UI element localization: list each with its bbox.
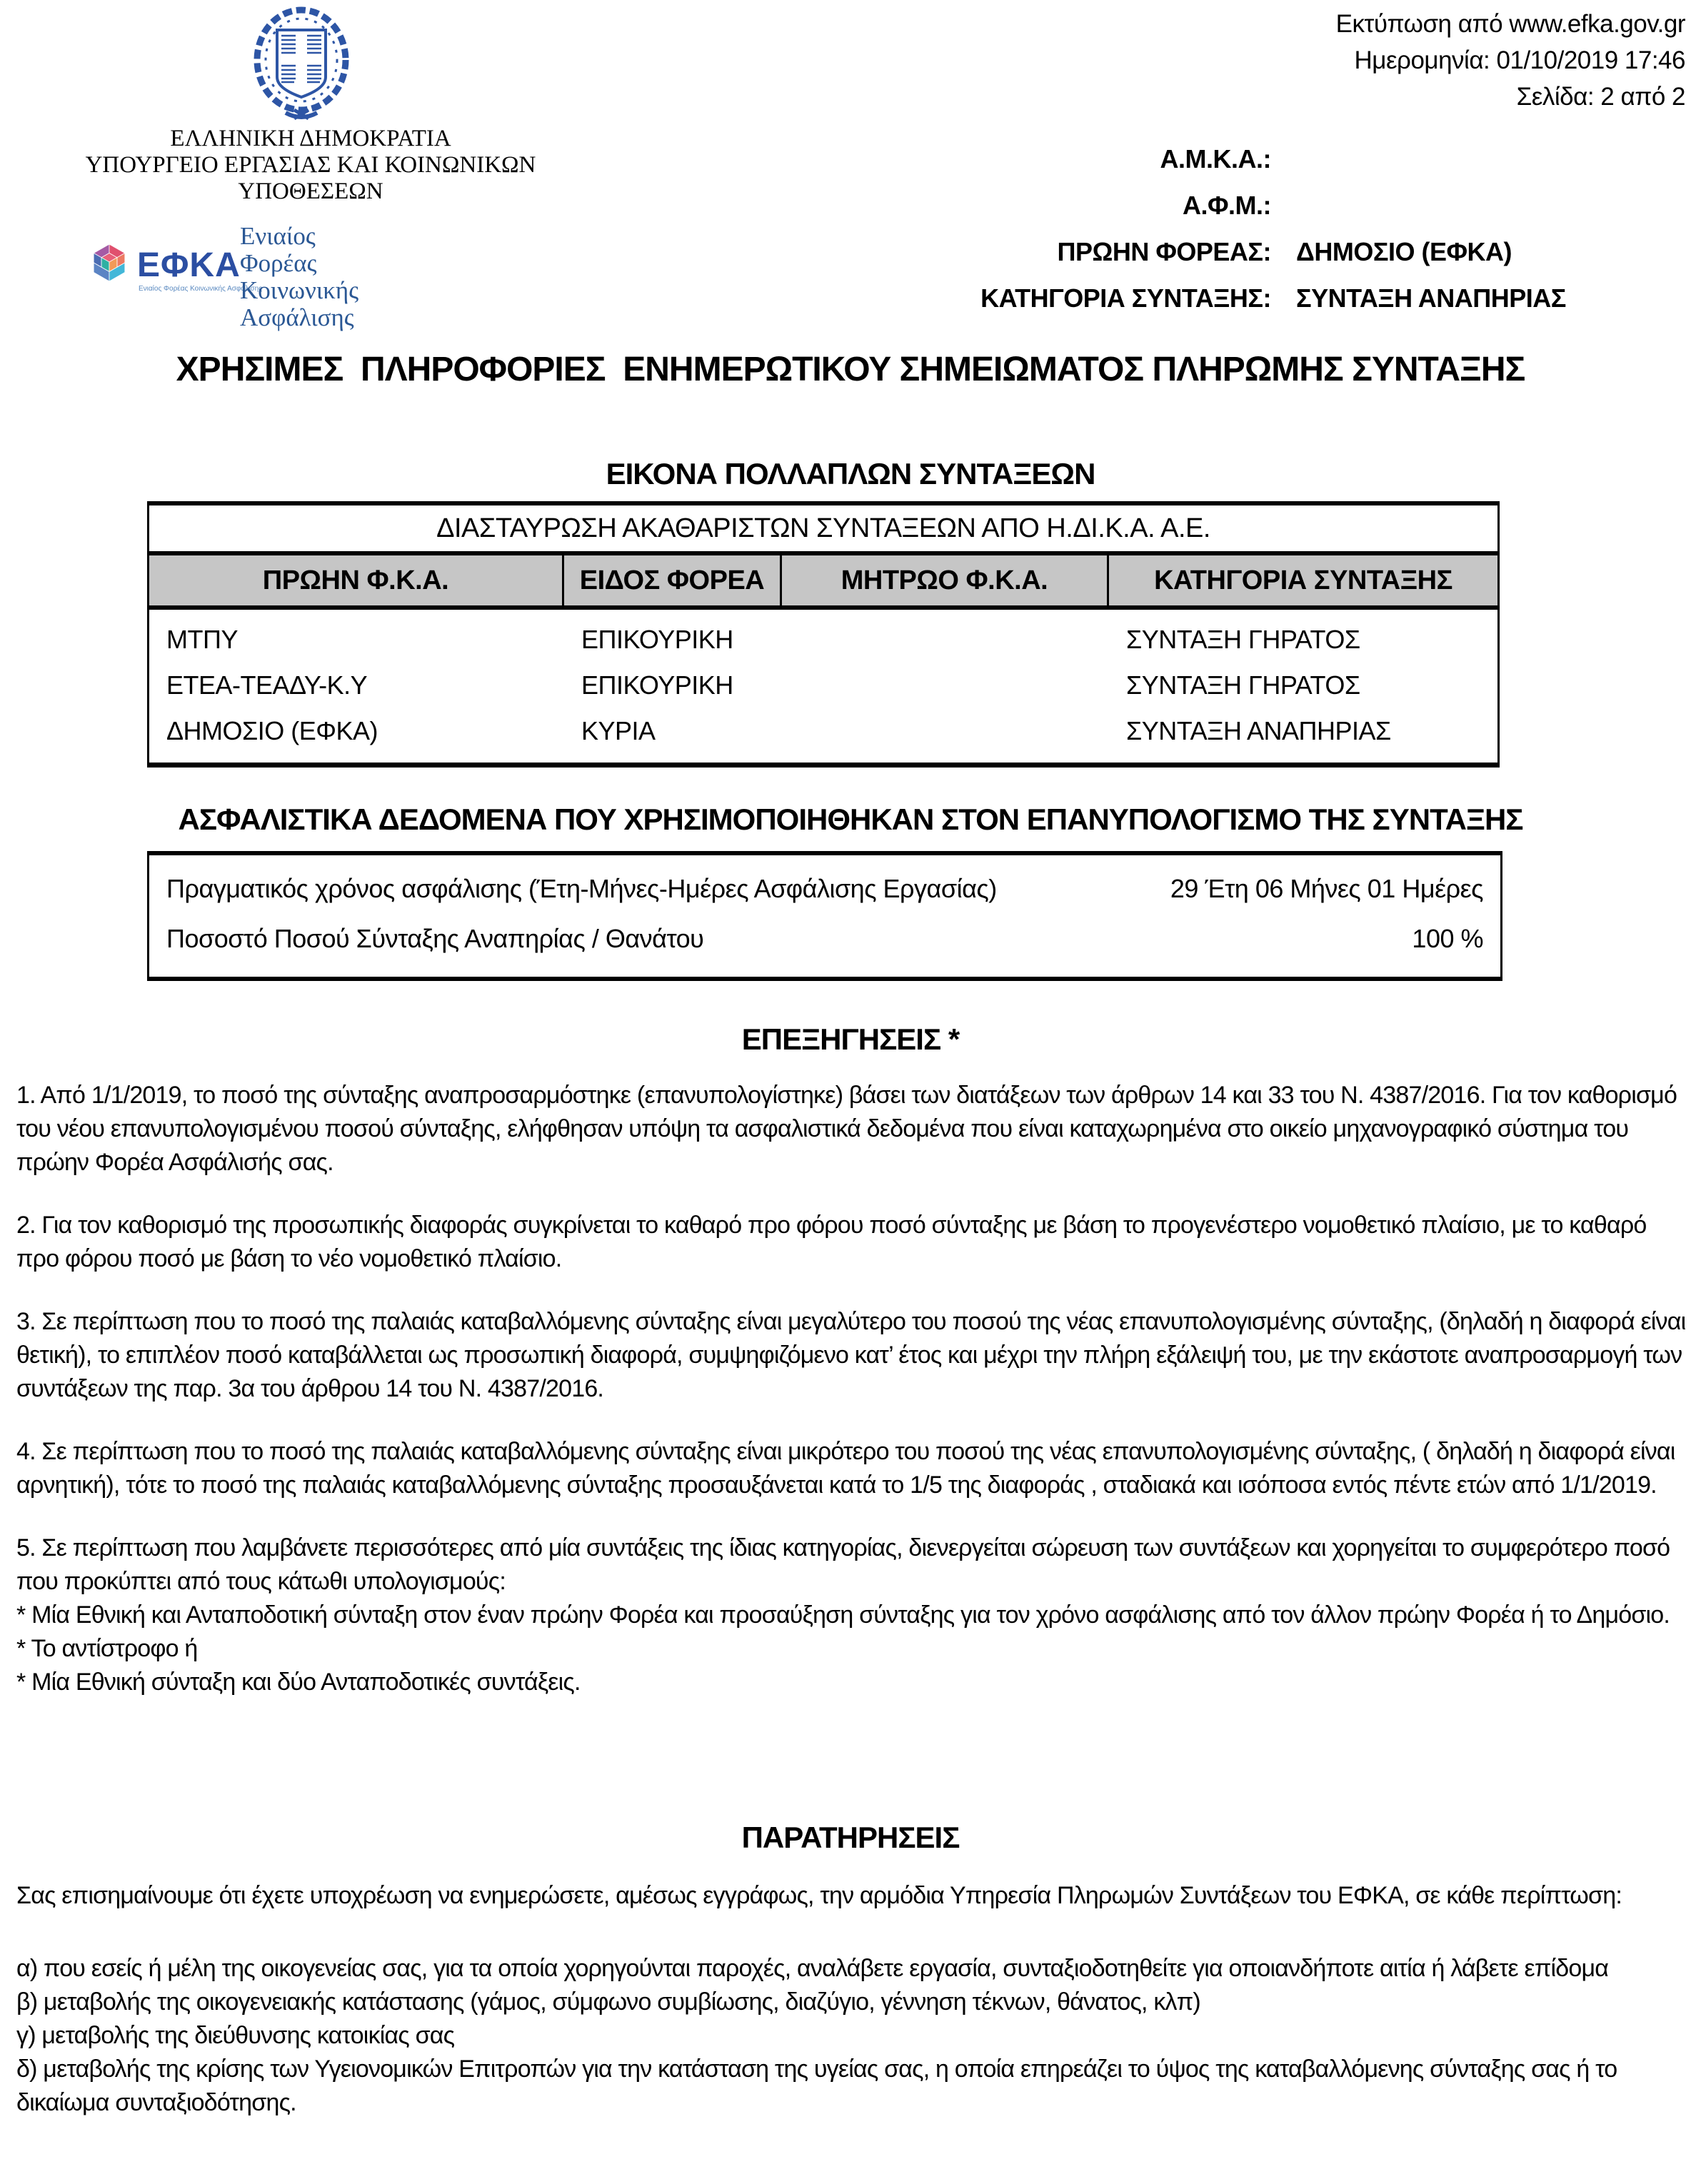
- efka-full-name: [240, 223, 358, 331]
- col-header-proin-fka: ΠΡΩΗΝ Φ.Κ.Α.: [149, 555, 564, 605]
- meta-row-afm: [500, 191, 1685, 221]
- table-body: [149, 610, 1497, 763]
- section-title-observations: ΠΑΡΑΤΗΡΗΣΕΙΣ: [741, 1821, 960, 1854]
- efka-name-line-4: Ασφάλισης: [240, 303, 354, 331]
- table-row: [149, 708, 1497, 754]
- disability-percent-label: Ποσοστό Ποσού Σύνταξης Αναπηρίας / Θανάτου: [166, 924, 704, 953]
- katigoria-value: ΣΥΝΤΑΞΗ ΑΝΑΠΗΡΙΑΣ: [1296, 283, 1566, 313]
- print-page-number: Σελίδα: 2 από 2: [1516, 83, 1685, 111]
- efka-name-line-3: Κοινωνικής: [240, 276, 359, 304]
- col-header-katigoria-syntaxis: ΚΑΤΗΓΟΡΙΑ ΣΥΝΤΑΞΗΣ: [1154, 565, 1452, 595]
- observations-intro: Σας επισημαίνουμε ότι έχετε υποχρέωση να ενημερώσετε, αμέσως εγγράφως, την αρμόδια Υπηρεσία Πληρωμών Συντάξεων του ΕΦΚΑ, σε κάθε περίπτωση:: [16, 1882, 1622, 1909]
- efka-caption: Ενιαίος Φορέας Κοινωνικής Ασφάλισης: [139, 285, 262, 293]
- insurance-time-value: 29 Έτη 06 Μήνες 01 Ημέρες: [1170, 874, 1483, 903]
- cell-katigoria: ΣΥΝΤΑΞΗ ΓΗΡΑΤΟΣ: [1126, 670, 1360, 700]
- insurance-time-label: Πραγματικός χρόνος ασφάλισης (Έτη-Μήνες-Ημέρες Ασφάλισης Εργασίας): [166, 874, 997, 903]
- katigoria-label: ΚΑΤΗΓΟΡΙΑ ΣΥΝΤΑΞΗΣ:: [980, 283, 1271, 313]
- observation-item-a: α) που εσείς ή μέλη της οικογενείας σας, για τα οποία χορηγούνται παροχές, αναλάβετε εργασία, συνταξιοδοτηθείτε για οποιανδήποτε αιτία ή λάβετε επίδομα: [16, 1955, 1609, 1982]
- table-row: [149, 663, 1497, 708]
- table-header-row: [149, 555, 1497, 610]
- col-header-mitroo-fka: ΜΗΤΡΩΟ Φ.Κ.Α.: [782, 555, 1109, 605]
- gov-line-1: ΕΛΛΗΝΙΚΗ ΔΗΜΟΚΡΑΤΙΑ: [170, 126, 451, 151]
- explanation-paragraph-5: 5. Σε περίπτωση που λαμβάνετε περισσότερες από μία συντάξεις της ίδιας κατηγορίας, διενεργείται σώρευση των συντάξεων και χορηγείται το συμφερότερο ποσό που προκύπτει από τους κάτωθι υπολογισμούς:: [16, 1534, 1670, 1595]
- table-row: [149, 617, 1497, 663]
- cell-fka: ΔΗΜΟΣΙΟ (ΕΦΚΑ): [166, 716, 378, 745]
- cell-fka: ΜΤΠΥ: [166, 625, 238, 654]
- section-title-explanations: ΕΠΕΞΗΓΗΣΕΙΣ *: [741, 1022, 960, 1056]
- table-caption: ΔΙΑΣΤΑΥΡΩΣΗ ΑΚΑΘΑΡΙΣΤΩΝ ΣΥΝΤΑΞΕΩΝ ΑΠΟ Η.ΔΙ.Κ.Α. Α.Ε.: [149, 505, 1497, 555]
- insurance-data-table: [147, 851, 1502, 981]
- explanation-paragraph-1: 1. Από 1/1/2019, το ποσό της σύνταξης αναπροσαρμόστηκε (επανυπολογίστηκε) βάσει των διατάξεων των άρθρων 14 και 33 του Ν. 4387/2016. Για τον καθορισμό του νέου επανυπολογισμένου ποσού σύνταξης, ελήφθησαν υπόψη τα ασφαλιστικά δεδομένα που είναι καταχωρημένα στο οικείο μηχανογραφικό σύστημα του πρώην Φορέα Ασφάλισής σας.: [16, 1082, 1677, 1176]
- pensions-cross-check-table: [147, 501, 1500, 768]
- page-title: ΧΡΗΣΙΜΕΣ ΠΛΗΡΟΦΟΡΙΕΣ ΕΝΗΜΕΡΩΤΙΚΟΥ ΣΗΜΕΙΩΜΑΤΟΣ ΠΛΗΡΩΜΗΣ ΣΥΝΤΑΞΗΣ: [176, 351, 1525, 388]
- cell-katigoria: ΣΥΝΤΑΞΗ ΓΗΡΑΤΟΣ: [1126, 625, 1360, 654]
- efka-logo-icon: [91, 241, 128, 284]
- explanation-paragraph-4: 4. Σε περίπτωση που το ποσό της παλαιάς καταβαλλόμενης σύνταξης είναι μικρότερο του ποσού της νέας επανυπολογισμένης σύνταξης, ( δηλαδή η διαφορά είναι αρνητική), τότε το ποσό της παλαιάς καταβαλλόμενης σύνταξης προσαυξάνεται κατά το 1/5 της διαφοράς , σταδιακά και ισόποσα εντός πέντε ετών από 1/1/2019.: [16, 1438, 1675, 1499]
- gov-line-3: ΥΠΟΘΕΣΕΩΝ: [238, 178, 383, 204]
- observation-item-b: β) μεταβολής της οικογενειακής κατάστασης (γάμος, σύμφωνο συμβίωσης, διαζύγιο, γέννηση τέκνων, θάνατος, κλπ): [16, 1988, 1200, 2016]
- explanation-paragraph-2: 2. Για τον καθορισμό της προσωπικής διαφοράς συγκρίνεται το καθαρό προ φόρου ποσό σύνταξης με βάση το προγενέστερο νομοθετικό πλαίσιο, με το καθαρό προ φόρου ποσό με βάση το νέο νομοθετικό πλαίσιο.: [16, 1212, 1647, 1272]
- efka-wordmark: ΕΦΚΑ: [137, 246, 241, 284]
- observation-item-d: δ) μεταβολής της κρίσης των Υγειονομικών Επιτροπών για την κατάσταση της υγείας σας, η οποία επηρεάζει το ύψος της καταβαλλόμενης σύνταξης σας ή το δικαίωμα συνταξιοδότησης.: [16, 2055, 1617, 2116]
- greek-coat-of-arms-icon: [249, 6, 354, 126]
- section-title-multiple-pensions: ΕΙΚΟΝΑ ΠΟΛΛΑΠΛΩΝ ΣΥΝΤΑΞΕΩΝ: [606, 457, 1095, 490]
- explanation-paragraph-3: 3. Σε περίπτωση που το ποσό της παλαιάς καταβαλλόμενης σύνταξης είναι μεγαλύτερο του ποσού της νέας επανυπολογισμένης σύνταξης, (δηλαδή η διαφορά είναι θετική), το επιπλέον ποσό καταβάλλεται ως προσωπική διαφορά, συμψηφιζόμενο κατ’ έτος και μέχρι την πλήρη εξάλειψή του, με την εκάστοτε αναπροσαρμογή των συντάξεων της παρ. 3α του άρθρου 14 του Ν. 4387/2016.: [16, 1308, 1686, 1402]
- cell-eidos: ΕΠΙΚΟΥΡΙΚΗ: [581, 625, 733, 654]
- table-row: [166, 874, 1483, 904]
- explanation-bullet-2: * Το αντίστροφο ή: [16, 1635, 198, 1662]
- afm-label: Α.Φ.Μ.:: [1182, 191, 1271, 220]
- disability-percent-value: 100 %: [1412, 924, 1483, 953]
- meta-row-amka: [500, 144, 1685, 174]
- proin-foreas-label: ΠΡΩΗΝ ΦΟΡΕΑΣ:: [1057, 237, 1271, 266]
- section-title-insurance-data: ΑΣΦΑΛΙΣΤΙΚΑ ΔΕΔΟΜΕΝΑ ΠΟΥ ΧΡΗΣΙΜΟΠΟΙΗΘΗΚΑΝ ΣΤΟΝ ΕΠΑΝΥΠΟΛΟΓΙΣΜΟ ΤΗΣ ΣΥΝΤΑΞΗΣ: [178, 802, 1523, 836]
- cell-katigoria: ΣΥΝΤΑΞΗ ΑΝΑΠΗΡΙΑΣ: [1126, 716, 1391, 745]
- observation-item-c: γ) μεταβολής της διεύθυνσης κατοικίας σας: [16, 2022, 455, 2049]
- amka-label: Α.Μ.Κ.Α.:: [1160, 144, 1271, 173]
- explanation-bullet-1: * Μία Εθνική και Ανταποδοτική σύνταξη στον έναν πρώην Φορέα και προσαύξηση σύνταξης για τον χρόνο ασφάλισης από τον άλλον πρώην Φορέα ή το Δημόσιο.: [16, 1601, 1670, 1629]
- print-date: Ημερομηνία: 01/10/2019 17:46: [1354, 46, 1685, 74]
- gov-line-2: ΥΠΟΥΡΓΕΙΟ ΕΡΓΑΣΙΑΣ ΚΑΙ ΚΟΙΝΩΝΙΚΩΝ: [85, 152, 536, 178]
- observations-text: [16, 1879, 1687, 2120]
- meta-row-katigoria-syntaxis: [500, 283, 1685, 313]
- cell-eidos: ΕΠΙΚΟΥΡΙΚΗ: [581, 670, 733, 700]
- print-info: [1336, 6, 1685, 115]
- cell-eidos: ΚΥΡΙΑ: [581, 716, 656, 745]
- cell-fka: ΕΤΕΑ-ΤΕΑΔΥ-Κ.Υ: [166, 670, 368, 700]
- table-row: [166, 924, 1483, 954]
- explanation-bullet-3: * Μία Εθνική σύνταξη και δύο Ανταποδοτικές συντάξεις.: [16, 1669, 581, 1696]
- explanations-text: [16, 1079, 1687, 1699]
- proin-foreas-value: ΔΗΜΟΣΙΟ (ΕΦΚΑ): [1296, 237, 1512, 266]
- print-source: Εκτύπωση από www.efka.gov.gr: [1335, 10, 1685, 38]
- col-header-eidos-forea: ΕΙΔΟΣ ΦΟΡΕΑ: [564, 555, 782, 605]
- efka-name-line-1: Ενιαίος: [240, 222, 316, 250]
- efka-name-line-2: Φορέας: [240, 249, 317, 277]
- meta-row-proin-foreas: [500, 237, 1685, 267]
